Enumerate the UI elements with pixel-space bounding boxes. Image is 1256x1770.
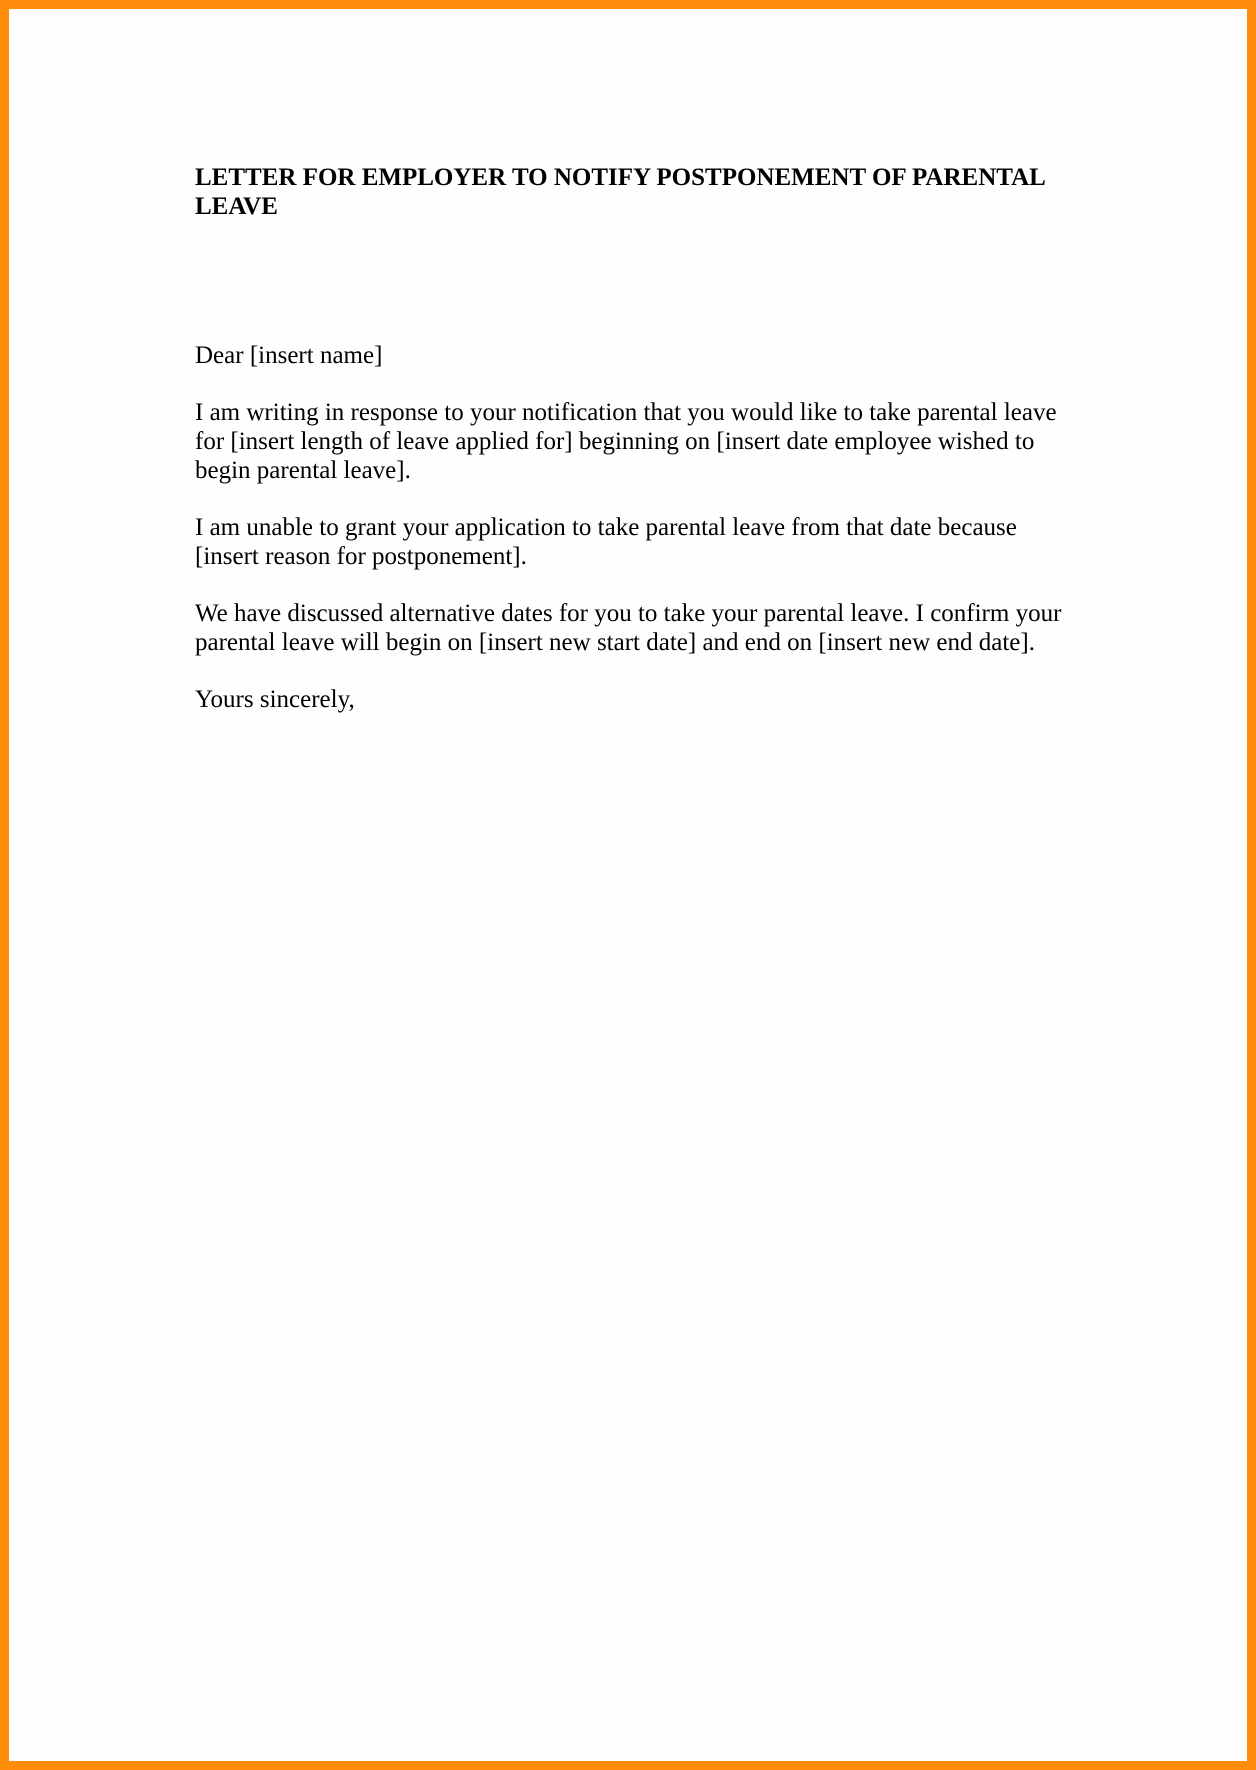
letter-title: LETTER FOR EMPLOYER TO NOTIFY POSTPONEMENT OF PARENTAL LEAVE: [195, 164, 1045, 220]
salutation: Dear [insert name]: [195, 342, 383, 369]
paragraph-unable: I am unable to grant your application to take parental leave from that date because [insert reason for postponement].: [195, 514, 1017, 570]
letter-page: [9, 9, 1247, 1761]
paragraph-alternative-dates: We have discussed alternative dates for you to take your parental leave. I confirm your parental leave will begin on [insert new start date] and end on [insert new end date].: [195, 600, 1062, 656]
letter-content: [195, 163, 1075, 714]
closing: Yours sincerely,: [195, 686, 355, 713]
paragraph-response: I am writing in response to your notification that you would like to take parental leave for [insert length of leave applied for] beginning on [insert date employee wished to begin parental leave].: [195, 399, 1057, 484]
